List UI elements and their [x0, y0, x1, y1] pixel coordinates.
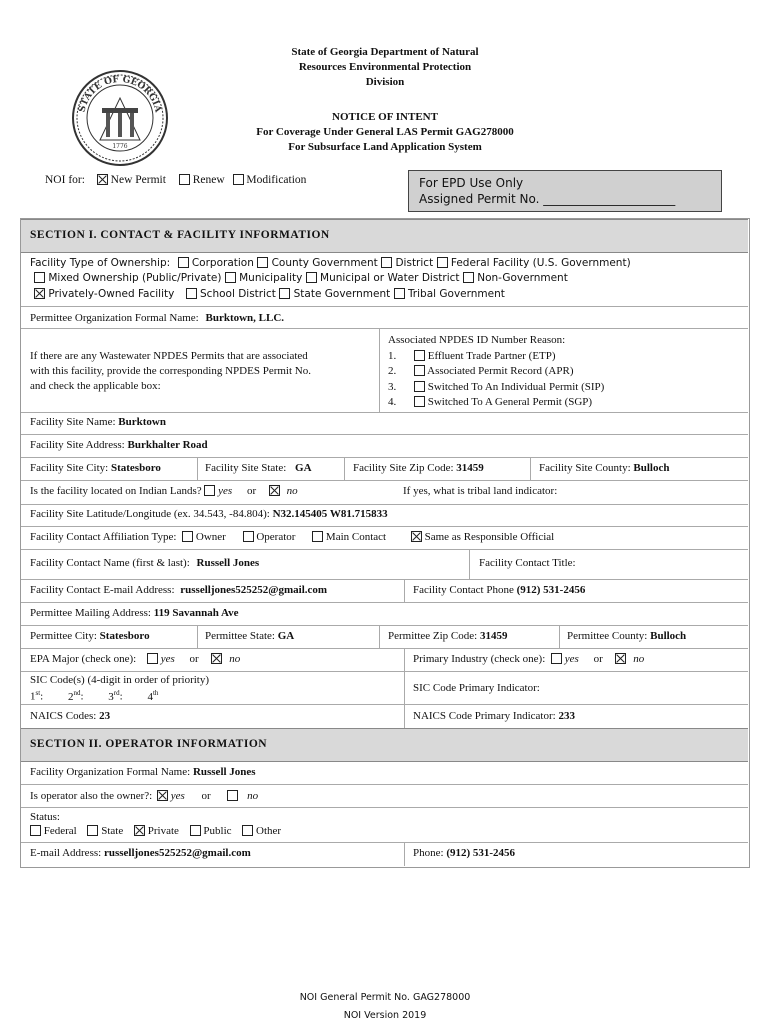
tribal-indicator-label: If yes, what is tribal land indicator: — [403, 485, 558, 497]
operator-org-row — [30, 766, 256, 778]
npdes-reason-etp — [388, 349, 604, 365]
municipal-water-district-label: Municipal or Water District — [320, 272, 460, 284]
section-1-title: SECTION I. CONTACT & FACILITY INFORMATION — [30, 229, 330, 241]
site-county-cell — [539, 462, 670, 474]
footer — [250, 989, 520, 1025]
operator-email-value[interactable]: russelljones525252@gmail.com — [103, 847, 251, 859]
document-title-block — [200, 110, 570, 155]
naics-primary-label: NAICS Code Primary Indicator: — [413, 710, 556, 722]
sip-checkbox[interactable] — [414, 381, 425, 392]
epa-major-no-label: no — [229, 653, 241, 665]
privately-owned-checkbox[interactable] — [34, 288, 45, 299]
operator-org-label: Facility Organization Formal Name: — [30, 766, 191, 778]
epd-use-only-label: For EPD Use Only — [419, 176, 524, 190]
tribal-government-checkbox[interactable] — [394, 288, 405, 299]
status-label: Status: — [30, 811, 60, 823]
same-as-official-label: Same as Responsible Official — [424, 531, 555, 543]
sgp-checkbox[interactable] — [414, 396, 425, 407]
site-address-row — [30, 439, 208, 451]
operator-owner-or: or — [201, 790, 211, 802]
site-state-value[interactable]: GA — [295, 462, 312, 474]
site-address-label: Facility Site Address: — [30, 439, 125, 451]
npdes-reason-sgp — [388, 395, 604, 411]
agency-line-1: State of Georgia Department of Natural — [291, 46, 479, 58]
county-government-label: County Government — [271, 257, 378, 269]
apr-checkbox[interactable] — [414, 365, 425, 376]
epa-major-yes-checkbox[interactable] — [147, 653, 158, 664]
municipality-label: Municipality — [239, 272, 303, 284]
status-block — [30, 810, 281, 838]
status-private-checkbox[interactable] — [134, 825, 145, 836]
renew-label: Renew — [192, 174, 225, 186]
state-government-label: State Government — [293, 288, 391, 300]
reason-num: 1. — [388, 349, 397, 362]
corporation-label: Corporation — [191, 257, 254, 269]
renew-checkbox[interactable] — [179, 174, 190, 185]
primary-industry-no-checkbox[interactable] — [615, 653, 626, 664]
site-county-label: Facility Site County: — [539, 462, 631, 474]
contact-name-row — [30, 557, 259, 569]
indian-lands-yes-label: yes — [218, 485, 233, 497]
affiliation-row — [30, 531, 554, 543]
latlong-row — [30, 508, 388, 520]
sip-label: Switched To An Individual Permit (SIP) — [427, 380, 605, 393]
npdes-reason-title: Associated NPDES ID Number Reason: — [388, 334, 566, 346]
agency-line-3: Division — [365, 76, 405, 88]
tribal-government-label: Tribal Government — [407, 288, 505, 300]
status-state-checkbox[interactable] — [87, 825, 98, 836]
state-seal-logo — [70, 68, 170, 168]
status-public-label: Public — [203, 825, 232, 837]
etp-checkbox[interactable] — [414, 350, 425, 361]
status-options — [30, 824, 281, 838]
contact-phone-value[interactable]: (912) 531-2456 — [516, 584, 586, 596]
sic-1-label: 1 — [30, 690, 36, 703]
mailing-row — [30, 607, 239, 619]
epa-major-no-checkbox[interactable] — [211, 653, 222, 664]
site-address-value[interactable]: Burkhalter Road — [127, 439, 208, 451]
noi-for-row — [45, 174, 306, 186]
contact-phone-label: Facility Contact Phone — [413, 584, 514, 596]
primary-industry-or: or — [593, 653, 603, 665]
indian-lands-yes-checkbox[interactable] — [204, 485, 215, 496]
owner-label: Owner — [195, 531, 226, 543]
site-name-value[interactable]: Burktown — [118, 416, 166, 428]
privately-owned-label: Privately-Owned Facility — [48, 288, 175, 300]
sic-3-label: 3 — [108, 690, 114, 703]
indian-lands-row — [30, 485, 298, 497]
corporation-checkbox[interactable] — [178, 257, 189, 268]
permittee-zip-label: Permittee Zip Code: — [388, 630, 478, 642]
operator-owner-yes-checkbox[interactable] — [157, 790, 168, 801]
permittee-zip-value[interactable]: 31459 — [479, 630, 508, 642]
sic-4-label: 4 — [147, 690, 153, 703]
school-district-label: School District — [200, 288, 276, 300]
site-county-value[interactable]: Bulloch — [633, 462, 670, 474]
footer-version: NOI Version 2019 — [343, 1010, 427, 1021]
epa-major-label: EPA Major (check one): — [30, 653, 137, 665]
sic-2-suffix: nd — [73, 689, 81, 697]
federal-facility-checkbox[interactable] — [437, 257, 448, 268]
operator-checkbox[interactable] — [243, 531, 254, 542]
sic-3-suffix: rd — [113, 689, 120, 697]
non-government-checkbox[interactable] — [463, 272, 474, 283]
agency-header — [230, 45, 540, 90]
primary-industry-yes-checkbox[interactable] — [551, 653, 562, 664]
permittee-city-value[interactable]: Statesboro — [99, 630, 150, 642]
primary-industry-no-label: no — [633, 653, 645, 665]
status-public-checkbox[interactable] — [190, 825, 201, 836]
operator-owner-question: Is operator also the owner?: — [30, 790, 153, 802]
epa-major-row — [30, 653, 240, 665]
apr-label: Associated Permit Record (APR) — [427, 365, 574, 377]
operator-email-row — [30, 847, 251, 859]
operator-owner-row — [30, 790, 258, 802]
district-checkbox[interactable] — [381, 257, 392, 268]
primary-industry-row — [413, 653, 644, 665]
reason-num: 4. — [388, 396, 397, 408]
operator-org-value[interactable]: Russell Jones — [192, 766, 256, 778]
contact-name-label: Facility Contact Name (first & last): — [30, 557, 190, 569]
npdes-text-3: and check the applicable box: — [30, 380, 161, 392]
etp-label: Effluent Trade Partner (ETP) — [427, 349, 556, 362]
sic-4-suffix: th — [152, 689, 159, 697]
new-permit-label: New Permit — [110, 174, 166, 186]
primary-industry-label: Primary Industry (check one): — [413, 653, 546, 665]
assigned-permit-number[interactable]: Assigned Permit No. ______________________ — [419, 192, 676, 206]
npdes-instructions — [30, 349, 311, 394]
site-city-value[interactable]: Statesboro — [110, 462, 161, 474]
operator-owner-no-label: no — [247, 790, 259, 802]
affiliation-label: Facility Contact Affiliation Type: — [30, 531, 177, 543]
latlong-value[interactable]: N32.145405 W81.715833 — [272, 508, 388, 520]
ownership-row-3 — [34, 288, 505, 300]
operator-email-label: E-mail Address: — [30, 847, 102, 859]
document-subtitle-2: For Subsurface Land Application System — [288, 141, 482, 153]
footer-permit-number: NOI General Permit No. GAG278000 — [299, 992, 471, 1003]
sic-codes-cell — [30, 674, 209, 704]
operator-label: Operator — [256, 531, 296, 543]
reason-num: 2. — [388, 365, 397, 377]
permittee-zip-cell — [388, 630, 507, 642]
latlong-label: Facility Site Latitude/Longitude (ex. 34.543, -84.804): — [30, 508, 270, 520]
mailing-label: Permittee Mailing Address: — [30, 607, 151, 619]
site-zip-value[interactable]: 31459 — [456, 462, 484, 474]
epa-major-yes-label: yes — [160, 653, 175, 665]
school-district-checkbox[interactable] — [186, 288, 197, 299]
permittee-county-label: Permittee County: — [567, 630, 648, 642]
mixed-ownership-label: Mixed Ownership (Public/Private) — [48, 272, 222, 284]
npdes-reason-sip — [388, 380, 604, 396]
permittee-city-label: Permittee City: — [30, 630, 97, 642]
document-subtitle-1: For Coverage Under General LAS Permit GAG278000 — [256, 126, 514, 138]
permittee-county-cell — [567, 630, 686, 642]
federal-facility-label: Federal Facility (U.S. Government) — [450, 257, 631, 269]
mixed-ownership-checkbox[interactable] — [34, 272, 45, 283]
site-zip-cell — [353, 462, 484, 474]
status-other-label: Other — [256, 825, 282, 837]
section-1-header — [21, 219, 748, 253]
owner-checkbox[interactable] — [182, 531, 193, 542]
county-government-checkbox[interactable] — [257, 257, 268, 268]
operator-phone-value[interactable]: (912) 531-2456 — [446, 847, 516, 859]
epa-major-or: or — [189, 653, 199, 665]
contact-email-row — [30, 584, 327, 596]
naics-value[interactable]: 23 — [99, 710, 111, 722]
permittee-org-row — [30, 312, 284, 324]
sic-codes-label: SIC Code(s) (4-digit in order of priority) — [30, 674, 210, 686]
indian-lands-question: Is the facility located on Indian Lands? — [30, 485, 202, 497]
agency-line-2: Resources Environmental Protection — [298, 61, 472, 73]
site-name-row — [30, 416, 166, 428]
site-state-cell — [205, 462, 312, 474]
permittee-city-cell — [30, 630, 150, 642]
site-state-label: Facility Site State: — [205, 462, 287, 474]
permittee-org-value[interactable]: Burktown, LLC. — [205, 312, 285, 324]
site-zip-label: Facility Site Zip Code: — [353, 462, 454, 474]
noi-for-label: NOI for: — [45, 174, 85, 186]
same-as-official-checkbox[interactable] — [411, 531, 422, 542]
new-permit-checkbox[interactable] — [97, 174, 108, 185]
mailing-value[interactable]: 119 Savannah Ave — [153, 607, 239, 619]
npdes-reason-apr — [388, 364, 604, 380]
ownership-row-2 — [34, 272, 568, 284]
site-name-label: Facility Site Name: — [30, 416, 116, 428]
main-contact-label: Main Contact — [325, 531, 387, 543]
operator-phone-cell — [413, 847, 515, 859]
seal-text: STATE OF GEORGIA — [77, 74, 163, 114]
status-private-label: Private — [147, 825, 179, 837]
section-2-title: SECTION II. OPERATOR INFORMATION — [30, 738, 268, 750]
municipality-checkbox[interactable] — [225, 272, 236, 283]
operator-owner-yes-label: yes — [170, 790, 185, 802]
naics-label: NAICS Codes: — [30, 710, 97, 722]
status-federal-label: Federal — [43, 825, 77, 837]
contact-email-value[interactable]: russelljones525252@gmail.com — [180, 584, 328, 596]
naics-primary-cell — [413, 710, 575, 722]
permittee-state-value[interactable]: GA — [277, 630, 295, 642]
indian-lands-no-label: no — [286, 485, 298, 497]
contact-email-label: Facility Contact E-mail Address: — [30, 584, 175, 596]
ownership-row-1 — [30, 257, 631, 269]
site-city-label: Facility Site City: — [30, 462, 109, 474]
permittee-state-label: Permittee State: — [205, 630, 275, 642]
reason-num: 3. — [388, 380, 397, 393]
naics-primary-value[interactable]: 233 — [558, 710, 575, 722]
primary-industry-yes-label: yes — [564, 653, 579, 665]
status-other-checkbox[interactable] — [242, 825, 253, 836]
sgp-label: Switched To A General Permit (SGP) — [427, 396, 593, 408]
indian-lands-or: or — [246, 485, 257, 497]
contact-phone-cell — [413, 584, 585, 596]
sic-1-suffix: st — [35, 689, 41, 697]
sic-codes-fields: 1st: 2nd: 3rd: 4th — [30, 689, 159, 703]
non-government-label: Non-Government — [477, 272, 568, 284]
sic-2-label: 2 — [67, 690, 74, 703]
main-contact-checkbox[interactable] — [312, 531, 323, 542]
site-city-cell — [30, 462, 161, 474]
district-label: District — [395, 257, 434, 269]
epd-use-only-box — [408, 170, 722, 212]
contact-name-value[interactable]: Russell Jones — [196, 557, 260, 569]
operator-owner-no-checkbox[interactable] — [227, 790, 238, 801]
modification-label: Modification — [246, 174, 307, 186]
contact-title-label: Facility Contact Title: — [479, 557, 576, 569]
sic-primary-label: SIC Code Primary Indicator: — [413, 682, 540, 694]
seal-year: 1776 — [112, 143, 128, 150]
ownership-label: Facility Type of Ownership: — [30, 257, 171, 269]
document-title: NOTICE OF INTENT — [332, 111, 438, 123]
state-government-checkbox[interactable] — [279, 288, 290, 299]
npdes-reasons — [388, 333, 604, 411]
status-state-label: State — [101, 825, 124, 837]
municipal-water-district-checkbox[interactable] — [306, 272, 317, 283]
section-2-header — [21, 728, 748, 762]
naics-row — [30, 710, 110, 722]
status-federal-checkbox[interactable] — [30, 825, 41, 836]
operator-phone-label: Phone: — [413, 847, 444, 859]
npdes-text-2: with this facility, provide the corresponding NPDES Permit No. — [30, 365, 311, 377]
modification-checkbox[interactable] — [233, 174, 244, 185]
permittee-state-cell — [205, 630, 294, 642]
npdes-text-1: If there are any Wastewater NPDES Permits that are associated — [30, 350, 308, 362]
permittee-org-label: Permittee Organization Formal Name: — [30, 312, 199, 324]
indian-lands-no-checkbox[interactable] — [269, 485, 280, 496]
permittee-county-value[interactable]: Bulloch — [650, 630, 687, 642]
